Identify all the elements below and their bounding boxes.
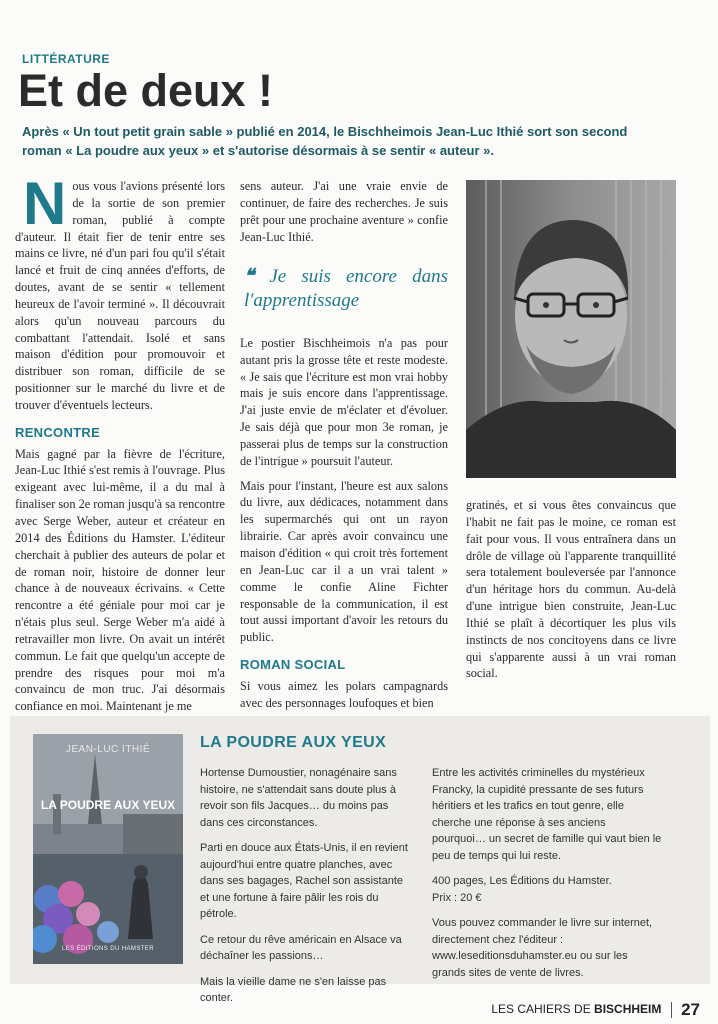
pull-quote-text: Je suis encore dans l'apprentissage [244, 266, 448, 312]
book-summary-4: Mais la vieille dame ne s'en laisse pas conter. [200, 975, 387, 1004]
subhead-roman-social: ROMAN SOCIAL [240, 657, 346, 673]
intro-text: ous vous l'avions présenté lors de la sortie de son premier roman, publié à compte d'auteur. Il était fier de tenir entre ses mains ce livre, né d'un pari fou qu'il s'était lancé et fruit de cinq années d'efforts, de doutes, avant de se sentir « tellement heureux de l'avoir terminé ». Il découvrait alors qu'un nouveau parcours du combattant l'attendait. Isolé et sans maison d'édition pour promouvoir et distribuer son roman, difficile de se positionner sur le marché du livre et de trouver d'éventuels lecteurs. [15, 179, 225, 412]
subhead-rencontre: RENCONTRE [15, 424, 101, 440]
article-column-3 [466, 497, 676, 682]
book-summary-3: Ce retour du rêve américain en Alsace va déchaîner les passions… [200, 933, 402, 962]
drop-cap: N [23, 170, 67, 237]
book-cover-illustration [33, 734, 183, 964]
book-cover [33, 734, 183, 964]
paragraph-salons: Mais pour l'instant, l'heure est aux salons du livre, aux dédicaces, notamment dans les supermarchés qui ont un rayon librairie. Car après avoir convaincu une maison d'édition « qui croit très fortement en Jean-Luc car il a un vrai talent » comme le confie Aline Fichter responsable de la communication, il est tout aussi important d'avoir les retours du public. [240, 478, 448, 645]
intro-paragraph [15, 170, 225, 414]
paragraph-modeste: Le postier Bischheimois n'a pas pour autant pris la grosse tête et reste modeste. « Je sais que l'écriture est mon vrai hobby mais je suis encore dans l'apprentissage. J'ai juste envie de m'éclater et d'évoluer. Je sais déjà que pour mon 3e roman, je passerai plus de temps sur la construction de l'intrigue » poursuit l'auteur. [240, 335, 448, 468]
pull-quote [244, 265, 448, 313]
article-title: Et de deux ! [18, 65, 274, 116]
article-lead: Après « Un tout petit grain sable » publié en 2014, le Bischheimois Jean-Luc Ithié sort son second roman « La poudre aux yeux » et s'autorise désormais à se sentir « auteur ». [22, 124, 628, 158]
footer-magazine: LES CAHIERS DE [491, 1002, 591, 1017]
page-number: 27 [681, 1000, 700, 1019]
book-price: Prix : 20 € [432, 891, 482, 904]
book-summary-2: Parti en douce aux États-Unis, il en revient aujourd'hui entre quatre planches, avec dans ses bagages, Rachel son assistante et une fortune à faire pâlir les rois du pétrole. [200, 842, 408, 920]
page-footer [491, 1000, 700, 1020]
paragraph-roman-social: gratinés, et si vous êtes convaincus que l'habit ne fait pas le moine, ce roman est fait pour vous. Il vous entraînera dans un drôle de village où l'apparente tranquillité sera totalement bouleversée par l'annonce d'un héritage hors du commun. Au-delà d'une intrigue bien construite, Jean-Luc Ithié se plaît à décortiquer les plus vils instincts de nos concitoyens dans ce livre qui s'apparente aussi à un vrai roman social. [466, 498, 676, 681]
book-box-title: LA POUDRE AUX YEUX [200, 734, 387, 751]
book-order-info: Vous pouvez commander le livre sur internet, directement chez l'éditeur : www.leseditionsduhamster.eu ou sur les grands sites de vente de livres. [432, 917, 653, 979]
cover-title: LA POUDRE AUX YEUX [40, 798, 176, 812]
footer-divider [671, 1002, 672, 1018]
book-box-column-2 [432, 765, 662, 990]
article-column-2 [240, 178, 448, 712]
section-category: LITTÉRATURE [22, 52, 110, 66]
quote-mark-icon: ❝ [244, 266, 255, 288]
book-box-column-1 [200, 765, 410, 1016]
paragraph-rencontre: Mais gagné par la fièvre de l'écriture, Jean-Luc Ithié s'est remis à l'ouvrage. Plus exigeant avec lui-même, il a du mal à finaliser son 2e roman jusqu'à sa rencontre avec Serge Weber, auteur et créateur en 2014 des Éditions du Hamster. L'éditeur cherchait à publier des auteurs de polar et de roman noir, histoire de donner leur chance à de nouveaux écrivains. « Cette rencontre a été géniale pour moi car je n'étais plus seul. Serge Weber m'a aidé à retravailler mon livre. On avait un intérêt commun. Le fait que quelqu'un accepte de prendre des risques pour moi m'a convaincu de mon truc. J'ai désormais confiance en moi. Maintenant je me [15, 446, 225, 714]
paragraph-continue: sens auteur. J'ai une vraie envie de continuer, de faire des recherches. Je suis prêt pour une prochaine aventure » confie Jean-Luc Ithié. [240, 179, 448, 244]
book-summary-1: Hortense Dumoustier, nonagénaire sans histoire, ne s'attendait sans doute plus à revoir son fils Jacques… du moins pas dans ces circonstances. [200, 767, 397, 829]
paragraph-polars: Si vous aimez les polars campagnards avec des personnages loufoques et bien [240, 678, 448, 710]
book-pages: 400 pages, Les Éditions du Hamster. [432, 875, 612, 887]
cover-author: JEAN-LUC ITHIÉ [65, 744, 151, 755]
cover-publisher: LES ÉDITIONS DU HAMSTER [62, 946, 154, 952]
portrait-illustration [466, 180, 676, 478]
book-summary-5: Entre les activités criminelles du mystérieux Francky, la cupidité pressante de ses futurs héritiers et les trafics en tout genre, elle cherche une réponse à ses anciens pourquoi… un secret de famille qui vaut bien le peu de temps qui lui reste. [432, 767, 662, 862]
author-portrait-photo [466, 180, 676, 478]
article-column-1 [15, 170, 225, 715]
footer-city: BISCHHEIM [594, 1002, 662, 1017]
